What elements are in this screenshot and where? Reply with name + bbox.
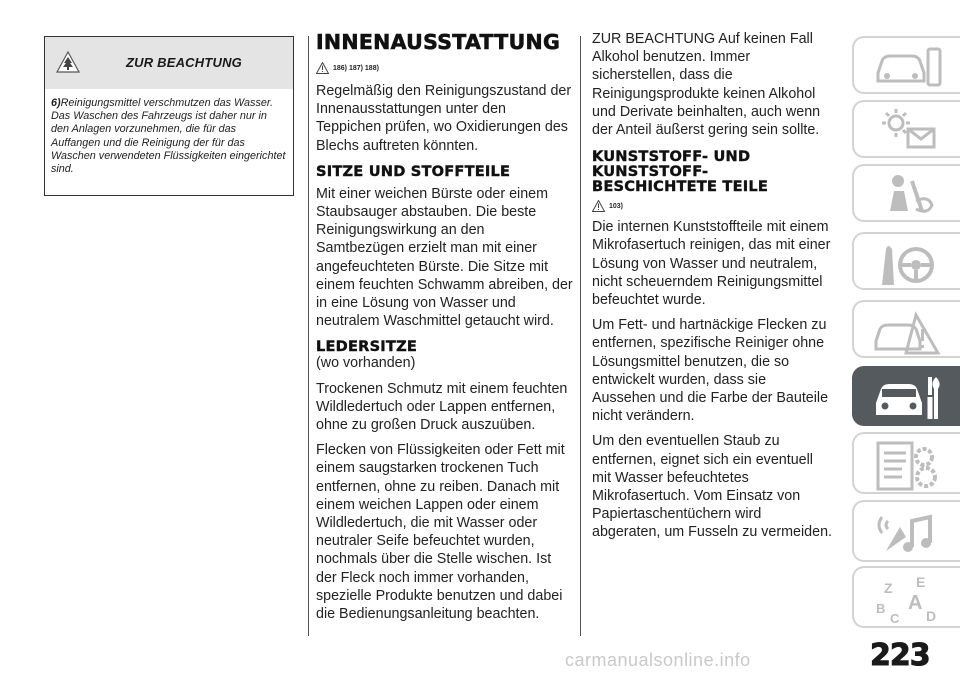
nav-tab-driving[interactable]: [852, 232, 960, 290]
page-number: 223: [870, 638, 930, 673]
right-column: [592, 30, 832, 542]
index-letter-a: A: [908, 592, 923, 614]
alcohol-warning-paragraph: ZUR BEACHTUNG Auf keinen Fall Alkohol benutzen. Immer sicherstellen, dass die Reinigungsprodukte keinen Alkohol und Derivate beinhalten, auch wenn der Anteil äußerst gering sein sollte.: [592, 31, 821, 139]
emergency-icon: [872, 307, 944, 359]
driving-icon: [872, 239, 944, 291]
index-icon: [872, 573, 944, 627]
warning-lights-icon: [872, 107, 944, 153]
car-info-icon: [872, 43, 944, 89]
interior-intro-paragraph: Regelmäßig den Reinigungszustand der Innenausstattungen unter den Teppichen prüfen, wo Oxidierungen des Blechs auftreten könnten.: [316, 83, 572, 154]
index-letter-b: B: [876, 601, 886, 616]
watermark: carmanualsonline.info: [565, 650, 751, 670]
seats-paragraph: Mit einer weichen Bürste oder einem Staubsauger abstauben. Die beste Reinigungswirkung an den Samtbezügen erzielt man mit einer angefeuchteten Bürste. Die Sitze mit einem feuchten Schwamm abreiben, der in eine Lösung von Wasser und neutralem Waschmittel getaucht wird.: [316, 185, 573, 330]
section-title-interior: INNENAUSSTATTUNG: [316, 30, 561, 54]
column-divider-right: [580, 36, 581, 636]
nav-tab-car-info[interactable]: [852, 36, 960, 94]
nav-tab-multimedia[interactable]: [852, 500, 960, 562]
warning-references: [316, 59, 574, 77]
warning-note-number: 6): [51, 97, 61, 109]
middle-column: [316, 30, 574, 623]
nav-tab-maintenance[interactable]: [852, 366, 960, 426]
technical-data-icon: [872, 439, 944, 493]
warning-references-text: 186) 187) 188): [333, 64, 379, 72]
leather-availability-note: (wo vorhanden): [316, 355, 416, 372]
warning-triangle-icon: [592, 200, 605, 212]
maintenance-icon: [872, 373, 944, 423]
leather-paragraph-1: Trockenen Schmutz mit einem feuchten Wildledertuch oder Lappen entfernen, ohne zu großen Druck auszuüben.: [316, 380, 568, 434]
plastic-warning-references: [592, 197, 832, 215]
index-letter-d: D: [926, 608, 937, 624]
column-divider-left: [308, 36, 309, 636]
section-title-plastic: KUNSTSTOFF- UND KUNSTSTOFF-BESCHICHTETE TEILE: [592, 148, 769, 196]
warning-note-header: [45, 37, 293, 89]
plastic-references-text: 103): [609, 202, 624, 210]
warning-note-title: ZUR BEACHTUNG: [126, 55, 242, 70]
section-title-leather: LEDERSITZE: [316, 338, 418, 356]
warning-triangle-icon: [316, 62, 329, 74]
index-letter-z: Z: [884, 580, 893, 596]
warning-note-body: [45, 89, 293, 176]
nav-tab-technical-data[interactable]: [852, 432, 960, 494]
leather-paragraph-2: Flecken von Flüssigkeiten oder Fett mit einem saugstarken trockenen Tuch entfernen, ohne zu reiben. Danach mit einem weichen Lappen oder einem Wildledertuch, die mit Wasser oder neutraler Seife befeuchtet wurden, nochmals über die Stelle wischen. Ist der Fleck noch immer vorhanden, spezielle Produkte benutzen und dabei die Bedienungsanleitung beachten.: [316, 442, 565, 623]
warning-note-text: Reinigungsmittel verschmutzen das Wasser. Das Waschen des Fahrzeugs ist daher nur in den Anlagen vorzunehmen, die für das Auffangen und die Reinigung der für das Waschen verwendeten Flüssigkeiten eingerichtet sind.: [51, 97, 286, 176]
index-letter-e: E: [916, 574, 926, 590]
nav-tab-index[interactable]: [852, 566, 960, 628]
index-letter-c: C: [890, 611, 900, 626]
nav-tab-safety[interactable]: [852, 164, 960, 222]
nav-tab-warning-lights[interactable]: [852, 100, 960, 158]
safety-icon: [872, 171, 944, 217]
multimedia-icon: [872, 507, 944, 561]
section-title-seats: SITZE UND STOFFTEILE: [316, 162, 511, 180]
warning-note-box: [44, 36, 294, 196]
nav-tab-emergency[interactable]: [852, 300, 960, 358]
plastic-paragraph-3: Um den eventuellen Staub zu entfernen, eignet sich ein eventuell mit Wasser befeuchtetes Mikrofasertuch. Vom Einsatz von Papiertaschentüchern wird abgeraten, um Fusseln zu vermeiden.: [592, 433, 832, 541]
plastic-paragraph-2: Um Fett- und hartnäckige Flecken zu entfernen, spezifische Reiniger ohne Lösungsmittel benutzen, die so entwickelt wurden, dass sie Aussehen und die Farbe der Bauteile nicht verändern.: [592, 317, 829, 425]
plastic-paragraph-1: Die internen Kunststoffteile mit einem Mikrofasertuch reinigen, das mit einer Lösung von Wasser und neutralem, nicht scheuerndem Reinigungsmittel befeuchtet wurde.: [592, 219, 831, 309]
